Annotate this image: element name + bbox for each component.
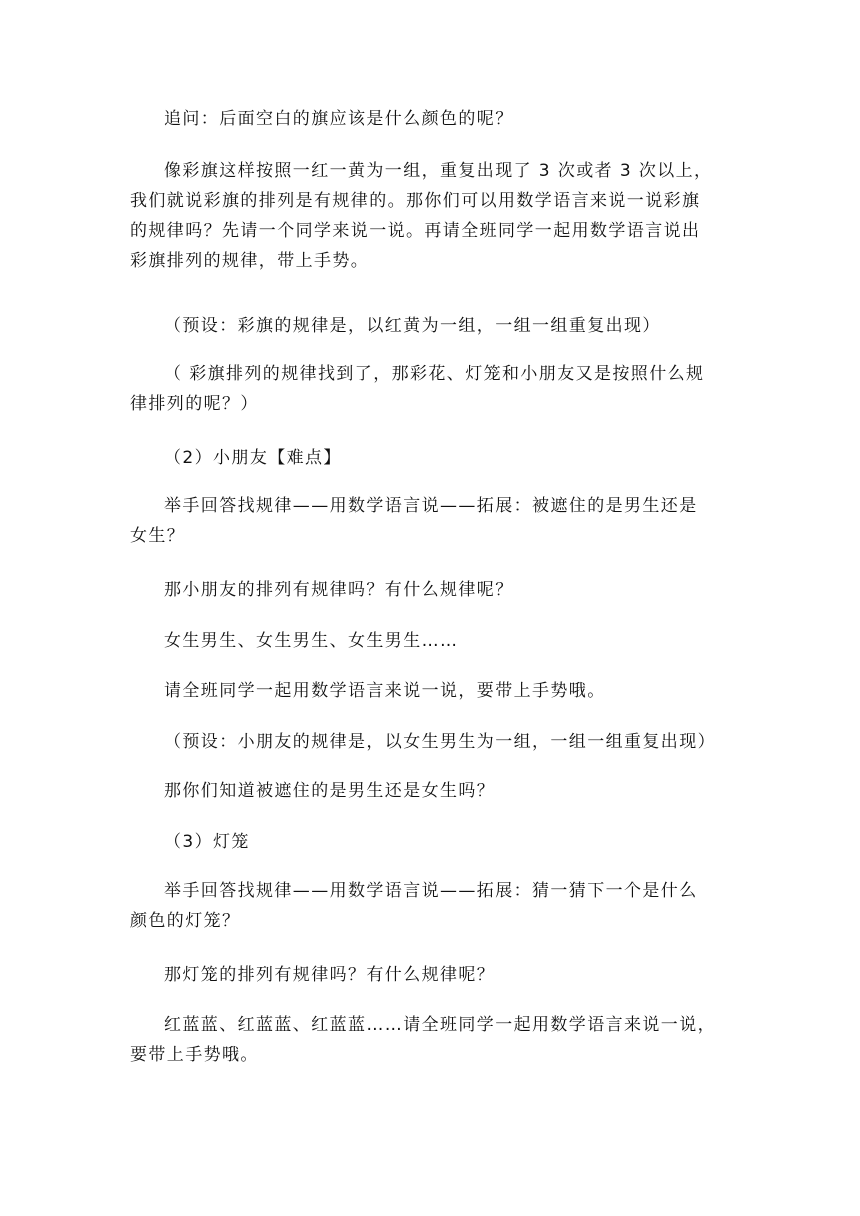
text-line: 律排列的呢？） [130,394,259,414]
paragraph-transition-question [130,359,730,419]
text-line: （预设：彩旗的规律是，以红黄为一组，一组一组重复出现） [164,316,661,336]
text-line: 那灯笼的排列有规律吗？有什么规律呢？ [164,965,496,985]
paragraph-children-activity [130,491,730,551]
text-line: 举手回答找规律——用数学语言说——拓展：猜一猜下一个是什么 [164,881,698,901]
text-line: 要带上手势哦。 [130,1045,259,1065]
text-line: 那小朋友的排列有规律吗？有什么规律呢？ [164,580,514,600]
text-line: 颜色的灯笼？ [130,911,241,931]
text-line: （3）灯笼 [164,832,250,852]
text-line: （ 彩旗排列的规律找到了，那彩花、灯笼和小朋友又是按照什么规 [164,364,705,384]
text-line: （2）小朋友【难点】 [164,448,342,468]
text-line: （预设：小朋友的规律是，以女生男生为一组，一组一组重复出现） [164,732,716,752]
text-line: 请全班同学一起用数学语言来说一说，要带上手势哦。 [164,681,606,701]
text-line: 彩旗排列的规律，带上手势。 [130,251,370,271]
paragraph-children-question [130,575,730,605]
text-line: 女生？ [130,526,186,546]
section-heading-children [130,443,730,473]
text-line: 像彩旗这样按照一红一黄为一组，重复出现了 3 次或者 3 次以上， [164,161,713,181]
text-line: 那你们知道被遮住的是男生还是女生吗？ [164,781,496,801]
text-line: 红蓝蓝、红蓝蓝、红蓝蓝……请全班同学一起用数学语言来说一说， [164,1015,716,1035]
text-line: 我们就说彩旗的排列是有规律的。那你们可以用数学语言来说一说彩旗 [130,191,701,211]
paragraph-children-preset [130,727,730,757]
paragraph-children-instruction [130,676,730,706]
paragraph-flag-preset [130,311,730,341]
paragraph-lantern-sequence [130,1010,730,1070]
paragraph-lantern-question [130,960,730,990]
paragraph-hidden-child-question [130,776,730,806]
text-line: 举手回答找规律——用数学语言说——拓展：被遮住的是男生还是 [164,496,698,516]
text-line: 的规律吗？先请一个同学来说一说。再请全班同学一起用数学语言说出 [130,221,701,241]
section-heading-lanterns [130,827,730,857]
text-line: 女生男生、女生男生、女生男生…… [164,631,459,651]
text-line: 追问：后面空白的旗应该是什么颜色的呢？ [164,109,514,129]
paragraph-follow-up-question [130,104,730,134]
paragraph-lantern-activity [130,876,730,936]
paragraph-children-sequence [130,626,730,656]
paragraph-flag-pattern-explanation [130,156,730,276]
